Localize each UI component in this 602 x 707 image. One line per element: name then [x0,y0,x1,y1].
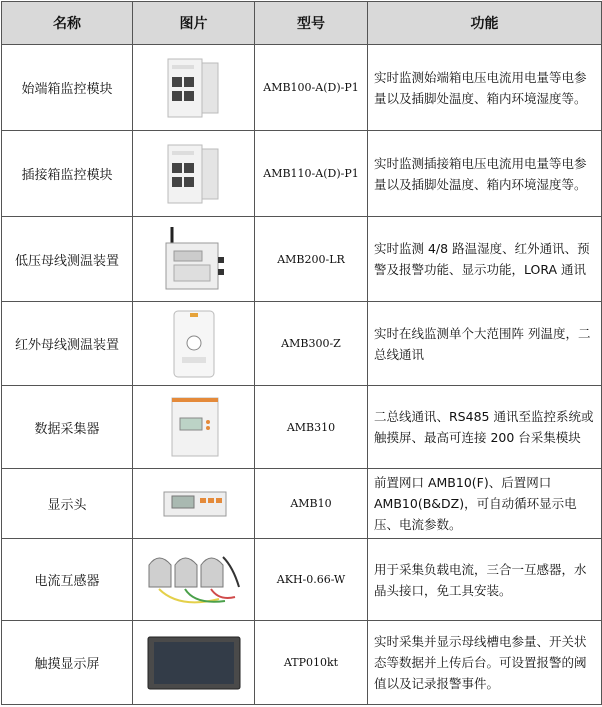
infrared-sensor-icon [154,307,234,381]
product-image [133,217,255,302]
product-image [133,302,255,386]
product-image [133,621,255,705]
product-name: 数据采集器 [2,386,133,469]
table-row [2,621,602,705]
table-row [2,131,602,217]
product-model: AKH-0.66-W [255,539,368,621]
table-row [2,469,602,539]
product-image [133,386,255,469]
display-head-icon [154,484,234,524]
header-model: 型号 [255,2,368,45]
product-image [133,469,255,539]
product-name: 始端箱监控模块 [2,45,133,131]
product-name: 触摸显示屏 [2,621,133,705]
product-function: 用于采集负载电流，三合一互感器，水晶头接口，免工具安装。 [368,539,602,621]
product-model: AMB300-Z [255,302,368,386]
product-function: 实时监测插接箱电压电流用电量等电参量以及插脚处温度、箱内环境湿度等。 [368,131,602,217]
din-rail-module-icon [154,53,234,123]
product-function: 实时在线监测单个大范围阵 列温度，二总线通讯 [368,302,602,386]
product-image [133,539,255,621]
table-row [2,217,602,302]
header-row [2,2,602,45]
product-table [1,1,602,705]
table-row [2,45,602,131]
data-collector-icon [154,394,234,460]
table-row [2,386,602,469]
table-row [2,539,602,621]
product-name: 低压母线测温装置 [2,217,133,302]
product-function: 实时监测始端箱电压电流用电量等电参量以及插脚处温度、箱内环境湿度等。 [368,45,602,131]
product-function: 前置网口 AMB10(F)、后置网口 AMB10(B&DZ)，可自动循环显示电压、电流参数。 [368,469,602,539]
product-name: 显示头 [2,469,133,539]
touch-screen-icon [144,631,244,695]
product-model: AMB110-A(D)-P1 [255,131,368,217]
product-model: ATP010kt [255,621,368,705]
current-transformer-icon [139,545,249,615]
product-model: AMB310 [255,386,368,469]
product-model: AMB10 [255,469,368,539]
product-name: 插接箱监控模块 [2,131,133,217]
product-function: 实时采集并显示母线槽电参量、开关状态等数据并上传后台。可设置报警的阈值以及记录报警事件。 [368,621,602,705]
product-name: 红外母线测温装置 [2,302,133,386]
header-image: 图片 [133,2,255,45]
product-name: 电流互感器 [2,539,133,621]
header-function: 功能 [368,2,602,45]
product-image [133,131,255,217]
lora-device-icon [154,223,234,295]
product-function: 实时监测 4/8 路温湿度、红外通讯、预警及报警功能、显示功能，LORA 通讯 [368,217,602,302]
product-model: AMB200-LR [255,217,368,302]
table-row [2,302,602,386]
din-rail-module-icon [154,139,234,209]
header-name: 名称 [2,2,133,45]
product-image [133,45,255,131]
product-function: 二总线通讯、RS485 通讯至监控系统或触摸屏、最高可连接 200 台采集模块 [368,386,602,469]
product-model: AMB100-A(D)-P1 [255,45,368,131]
